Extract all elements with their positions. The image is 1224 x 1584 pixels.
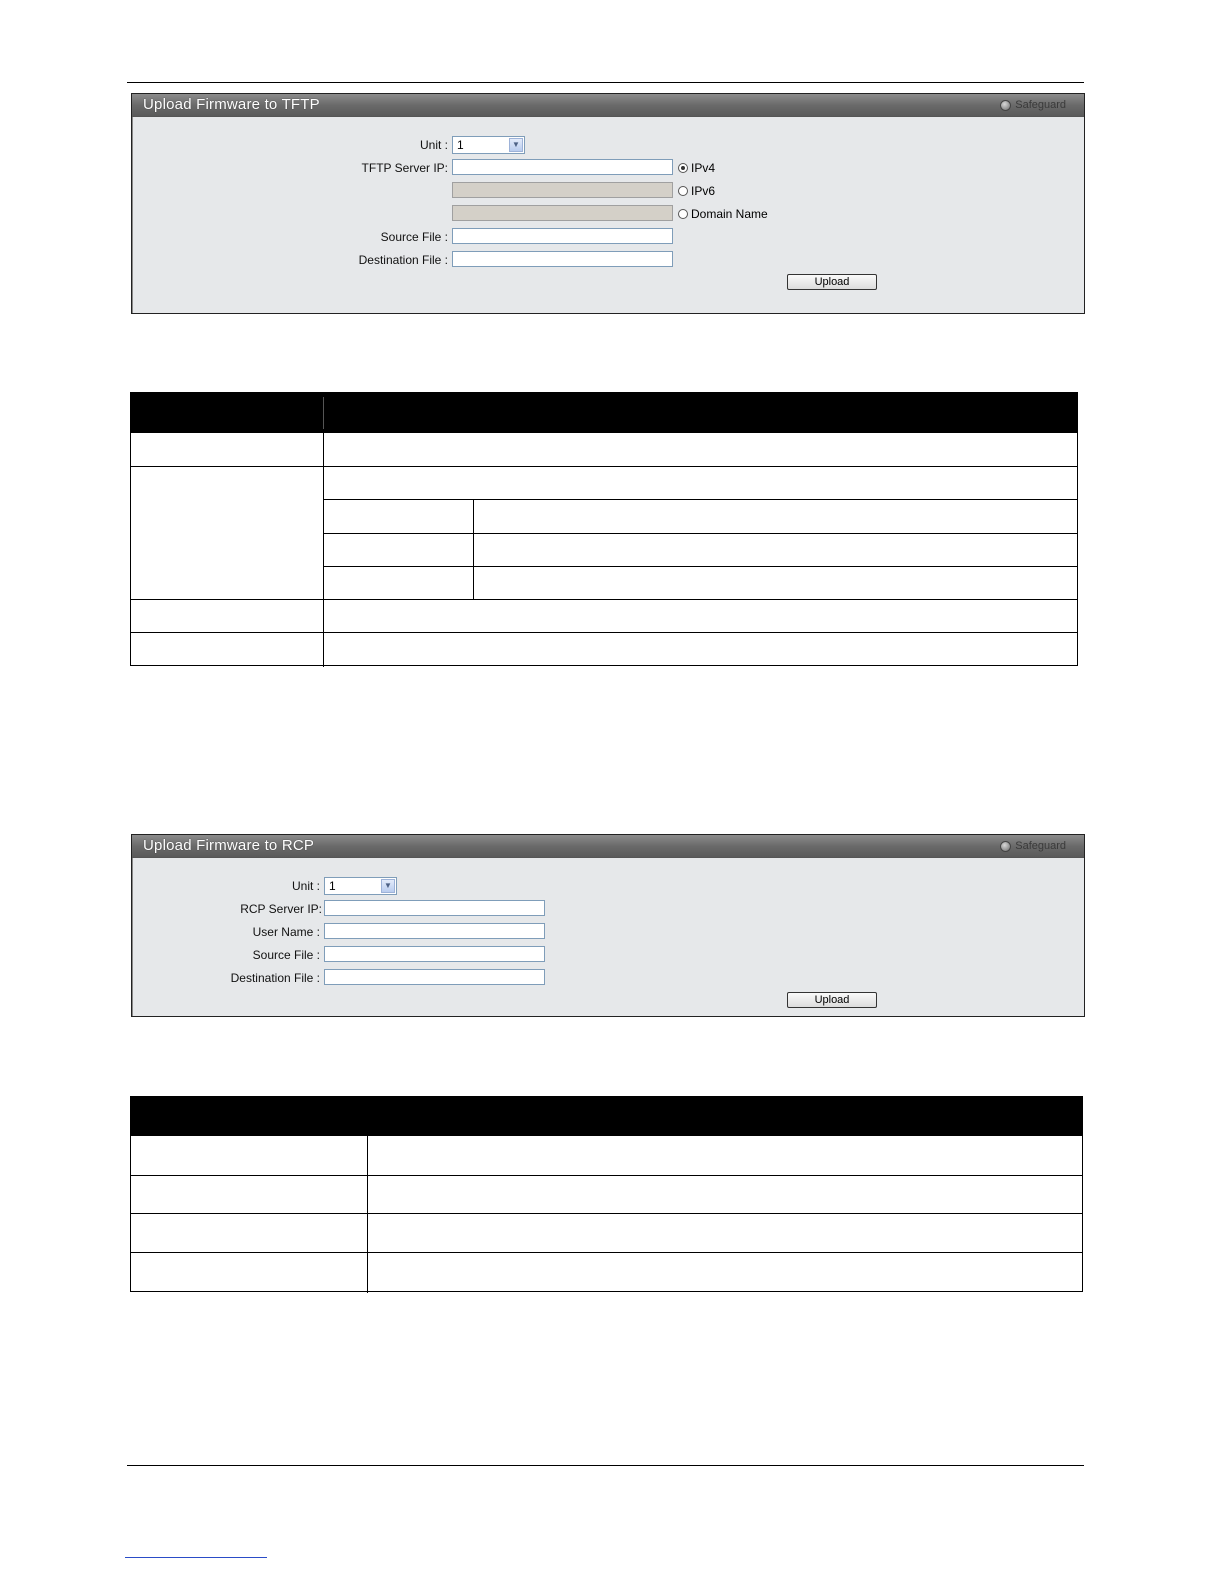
user-name-input[interactable] [324, 923, 545, 939]
unit-select-value: 1 [329, 879, 336, 893]
domain-name-input[interactable] [452, 205, 673, 221]
row-divider [131, 466, 1077, 467]
ipv4-option[interactable] [678, 161, 715, 175]
chevron-down-icon[interactable]: ▼ [509, 138, 523, 152]
safeguard-icon [1000, 841, 1011, 852]
ipv6-label: IPv6 [691, 184, 716, 198]
ipv6-radio[interactable] [678, 186, 688, 196]
footer-link-underline [125, 1557, 267, 1558]
upload-firmware-tftp-panel [131, 93, 1085, 314]
ipv6-option[interactable] [678, 184, 715, 198]
header-rule [127, 82, 1084, 83]
source-file-input[interactable] [452, 228, 673, 244]
upload-firmware-rcp-panel [131, 834, 1085, 1017]
ipv4-label: IPv4 [691, 161, 716, 175]
header-divider [323, 397, 324, 429]
unit-select[interactable] [452, 136, 525, 154]
safeguard-label: Safeguard [1015, 840, 1066, 852]
column-divider [367, 1136, 368, 1293]
destination-file-input[interactable] [452, 251, 673, 267]
row-divider [131, 1175, 1082, 1176]
panel-header [132, 94, 1084, 117]
safeguard-indicator [1000, 99, 1066, 111]
rcp-server-ip-label: RCP Server IP: [240, 902, 322, 916]
rcp-parameter-table [130, 1096, 1083, 1292]
domain-name-label: Domain Name [691, 207, 768, 221]
domain-name-radio[interactable] [678, 209, 688, 219]
rcp-server-ip-input[interactable] [324, 900, 545, 916]
safeguard-indicator [1000, 840, 1066, 852]
tftp-parameter-table [130, 392, 1078, 666]
unit-select[interactable] [324, 877, 397, 895]
upload-button[interactable]: Upload [787, 274, 877, 290]
unit-label: Unit : [419, 138, 448, 152]
tftp-server-ipv4-input[interactable] [452, 159, 673, 175]
row-divider [323, 566, 1077, 567]
ipv4-radio[interactable] [678, 163, 688, 173]
source-file-label: Source File : [252, 948, 320, 962]
chevron-down-icon[interactable]: ▼ [381, 879, 395, 893]
row-divider [323, 533, 1077, 534]
panel-title: Upload Firmware to TFTP [143, 96, 320, 113]
panel-header [132, 835, 1084, 858]
table-header [131, 393, 1077, 433]
unit-label: Unit : [291, 879, 320, 893]
destination-file-label: Destination File : [358, 253, 448, 267]
panel-title: Upload Firmware to RCP [143, 837, 315, 854]
source-file-label: Source File : [380, 230, 448, 244]
footer-rule [127, 1465, 1084, 1466]
unit-select-value: 1 [457, 138, 464, 152]
row-divider [131, 599, 1077, 600]
row-divider [131, 1213, 1082, 1214]
destination-file-label: Destination File : [230, 971, 320, 985]
row-divider [131, 632, 1077, 633]
destination-file-input[interactable] [324, 969, 545, 985]
source-file-input[interactable] [324, 946, 545, 962]
upload-button[interactable]: Upload [787, 992, 877, 1008]
domain-name-option[interactable] [678, 207, 768, 221]
safeguard-label: Safeguard [1015, 99, 1066, 111]
user-name-label: User Name : [252, 925, 320, 939]
row-divider [323, 499, 1077, 500]
table-header [131, 1097, 1082, 1136]
tftp-server-ipv6-input[interactable] [452, 182, 673, 198]
tftp-server-ip-label: TFTP Server IP: [361, 161, 448, 175]
safeguard-icon [1000, 100, 1011, 111]
subcolumn-divider [473, 499, 474, 599]
row-divider [131, 1252, 1082, 1253]
